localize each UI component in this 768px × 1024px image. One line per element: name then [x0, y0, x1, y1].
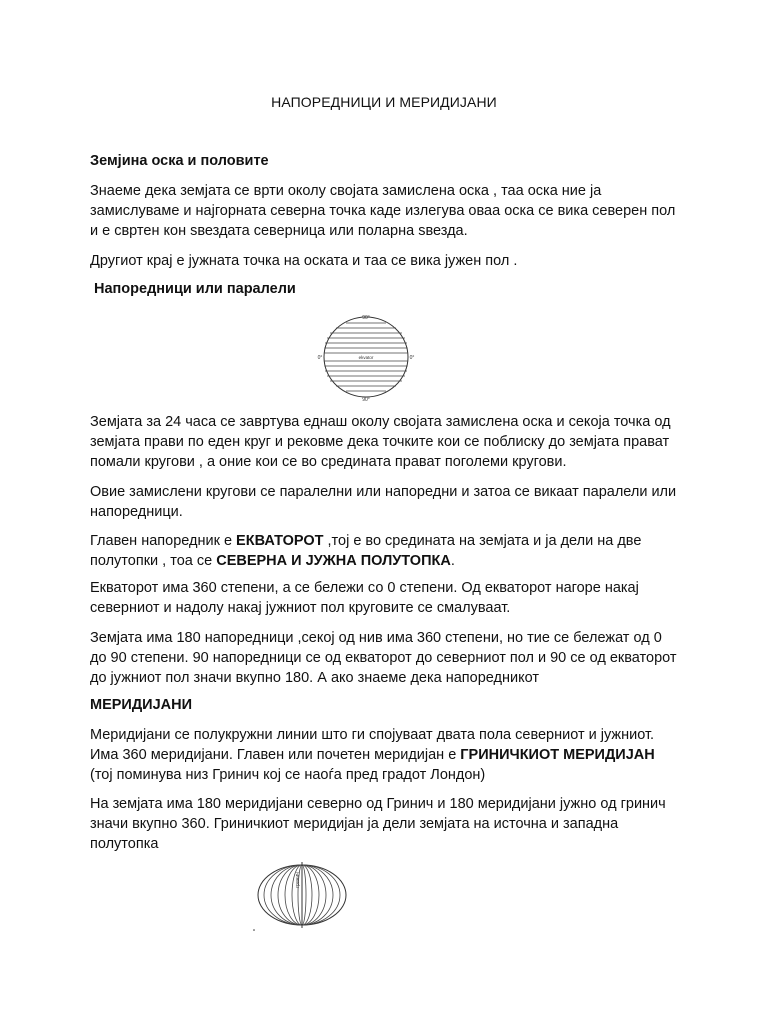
equator-text-c: ,тој е во средината на земјата и ја дели на две полутопки , тоа се — [90, 533, 642, 569]
globe-right-label: 0° — [409, 355, 415, 361]
globe-equator-label: ekvator — [358, 355, 374, 360]
paragraph-meridians-def — [90, 725, 680, 785]
globe-bottom-label: 90° — [362, 397, 370, 402]
paragraph-meridians-count: На земјата има 180 меридијани северно од Гринич и 180 меридијани јужно од гринич значи вкупно 360. Гриничкиот меридијан ја дели земјата на источна и западна полутопка — [90, 796, 666, 852]
meridians-text-a: Меридијани се полукружни линии што ги спојуваат двата пола северниот и јужниот. Има 360 меридијани. Главен или почетен меридијан е — [90, 727, 655, 763]
greenwich-meridian-label: гринич — [295, 872, 301, 888]
meridians-globe-figure — [252, 858, 352, 933]
globe-left-label: 0° — [317, 355, 323, 361]
page-title: НАПОРЕДНИЦИ И МЕРИДИЈАНИ — [271, 94, 497, 110]
equator-text-a: Главен напоредник е — [90, 533, 237, 549]
hemispheres-term: СЕВЕРНА И ЈУЖНА ПОЛУТОПКА — [216, 553, 451, 569]
paragraph-equator — [90, 531, 680, 571]
meridians-text-c: (тој поминува низ Гринич кој се наоѓа пред градот Лондон) — [90, 767, 486, 783]
section-heading-meridians: МЕРИДИЈАНИ — [90, 697, 193, 713]
section-heading-axis: Земјина оска и половите — [90, 153, 269, 169]
equator-term: ЕКВАТОРОТ — [236, 533, 324, 549]
paragraph-parallels-count: Земјата има 180 напоредници ,секој од нив има 360 степени, но тие се бележат од 0 до 90 степени. 90 напоредници се од екваторот до северниот пол и 90 се од екваторот до јужниот пол значи вкупно 180. А ако знаеме дека напоредникот — [90, 630, 677, 686]
paragraph-south-pole: Другиот крај е јужната точка на оската и таа се вика јужен пол . — [90, 253, 518, 269]
paragraph-axis-intro: Знаеме дека земјата се врти околу својата замислена оска , таа оска ние ја замислуваме и најгорната северна точка каде излегува оваа оска се вика северен пол и е свртен кон ѕвездата северница или поларна ѕвезда. — [90, 183, 676, 239]
paragraph-circles: Земјата за 24 часа се завртува еднаш околу својата замислена оска и секоја точка од земјата прави по еден круг и рековме дека точките кои се поблиску до земјата прават помали кругови , а оние кои се во средината прават поголеми кругови. — [90, 414, 671, 470]
equator-text-e: . — [450, 553, 455, 569]
paragraph-parallels-def: Овие замислени кругови се паралелни или напоредни и затоа се викаат паралели или напоредници. — [90, 484, 677, 520]
paragraph-equator-degrees: Екваторот има 360 степени, а се бележи со 0 степени. Од екваторот нагоре накај северниот и надолу накај јужниот пол круговите се смалуваат. — [90, 580, 639, 616]
section-heading-parallels: Напоредници или паралели — [94, 281, 296, 297]
globe-top-label: 90° — [362, 315, 370, 321]
parallels-globe-figure — [316, 312, 416, 402]
greenwich-term: ГРИНИЧКИОТ МЕРИДИЈАН — [460, 747, 655, 763]
